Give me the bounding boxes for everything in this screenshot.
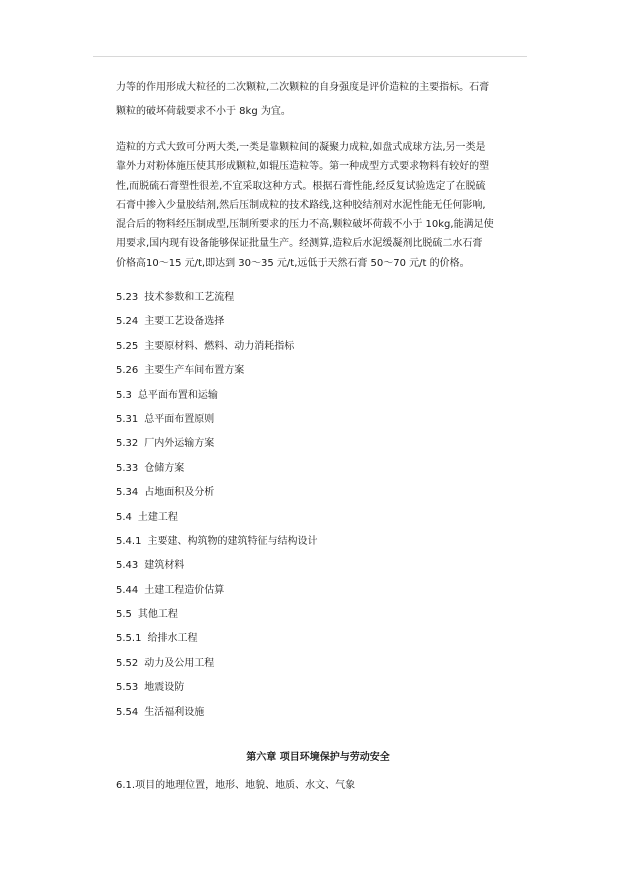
outline-number: 5.24 (116, 316, 139, 328)
paragraph-gypsum-strength (116, 76, 520, 124)
outline-item (116, 432, 516, 456)
outline-number: 5.4.1 (116, 535, 142, 547)
outline-number: 5.34 (116, 487, 139, 499)
paragraph-line: 石膏中掺入少量胶结剂,然后压制成粒的技术路线,这种胶结剂对水泥性能无任何影响, (116, 199, 486, 211)
outline-title: 土建工程 (137, 511, 178, 523)
paragraph-granulation-methods (116, 138, 520, 273)
outline-item (116, 530, 516, 554)
paragraph-line: 性,而脱硫石膏塑性很差,不宜采取这种方式。根据石膏性能,经反复试验选定了在脱硫 (116, 180, 486, 192)
outline-title: 给排水工程 (147, 633, 198, 645)
outline-item (116, 627, 516, 651)
outline-item (116, 359, 516, 383)
outline-number: 5.31 (116, 413, 139, 425)
outline-item (116, 652, 516, 676)
outline-title: 总平面布置和运输 (137, 389, 218, 401)
paragraph-line: 靠外力对粉体施压使其形成颗粒,如辊压造粒等。第一种成型方式要求物料有较好的塑 (116, 161, 490, 173)
outline-item (116, 603, 516, 627)
paragraph-line: 混合后的物料经压制成型,压制所要求的压力不高,颗粒破坏荷载不小于 10kg,能满足使 (116, 219, 494, 231)
outline-number: 5.43 (116, 560, 139, 572)
paragraph-line: 价格高10～15 元/t,即达到 30～35 元/t,远低于天然石膏 50～70 元/t 的价格。 (116, 257, 470, 269)
outline-item (116, 554, 516, 578)
outline-title: 厂内外运输方案 (144, 438, 215, 450)
outline-title: 总平面布置原则 (144, 413, 215, 425)
outline-item (116, 579, 516, 603)
header-rule (93, 56, 527, 57)
outline-number: 5.23 (116, 292, 139, 303)
outline-item (116, 286, 516, 310)
outline-title: 主要原材料、燃料、动力消耗指标 (144, 340, 295, 352)
outline-number: 5.44 (116, 584, 139, 596)
paragraph-line: 用要求,国内现有设备能够保证批量生产。经测算,造粒后水泥缓凝剂比脱硫二水石膏 (116, 238, 483, 250)
paragraph-line: 力等的作用形成大粒径的二次颗粒,二次颗粒的自身强度是评价造粒的主要指标。石膏 (116, 82, 490, 93)
outline-item (116, 384, 516, 408)
outline-number: 5.53 (116, 682, 139, 694)
paragraph-line: 造粒的方式大致可分两大类,一类是靠颗粒间的凝聚力成粒,如盘式成球方法,另一类是 (116, 142, 486, 153)
outline-number: 5.32 (116, 438, 139, 450)
outline-title: 地震设防 (144, 682, 185, 694)
outline-title: 主要生产车间布置方案 (144, 365, 245, 377)
outline-title: 占地面积及分析 (144, 487, 215, 499)
paragraph-line: 颗粒的破坏荷载要求不小于 8kg 为宜。 (116, 106, 291, 117)
outline-number: 5.33 (116, 462, 139, 474)
section-heading: 6.1.项目的地理位置，地形、地貌、地质、水文、气象 (116, 780, 356, 791)
outline-number: 5.25 (116, 340, 139, 352)
outline-item (116, 457, 516, 481)
outline-title: 生活福利设施 (144, 706, 205, 718)
outline-title: 其他工程 (137, 609, 178, 621)
outline-title: 动力及公用工程 (144, 657, 215, 669)
outline-title: 主要建、构筑物的建筑特征与结构设计 (147, 535, 318, 547)
outline-number: 5.5.1 (116, 633, 142, 645)
outline-number: 5.54 (116, 706, 139, 718)
chapter-heading: 第六章 项目环境保护与劳动安全 (246, 752, 390, 763)
outline-title: 仓储方案 (144, 462, 185, 474)
outline-title: 土建工程造价估算 (144, 584, 225, 596)
outline-item (116, 310, 516, 334)
outline-item (116, 506, 516, 530)
outline-item (116, 701, 516, 725)
section-outline-list (116, 286, 516, 725)
outline-item (116, 676, 516, 700)
outline-item (116, 481, 516, 505)
outline-title: 建筑材料 (144, 560, 185, 572)
outline-title: 主要工艺设备选择 (144, 316, 225, 328)
outline-number: 5.5 (116, 609, 132, 621)
outline-number: 5.4 (116, 511, 132, 523)
outline-item (116, 335, 516, 359)
outline-number: 5.52 (116, 657, 139, 669)
outline-number: 5.3 (116, 389, 132, 401)
outline-item (116, 408, 516, 432)
outline-number: 5.26 (116, 365, 139, 377)
outline-title: 技术参数和工艺流程 (144, 292, 235, 303)
